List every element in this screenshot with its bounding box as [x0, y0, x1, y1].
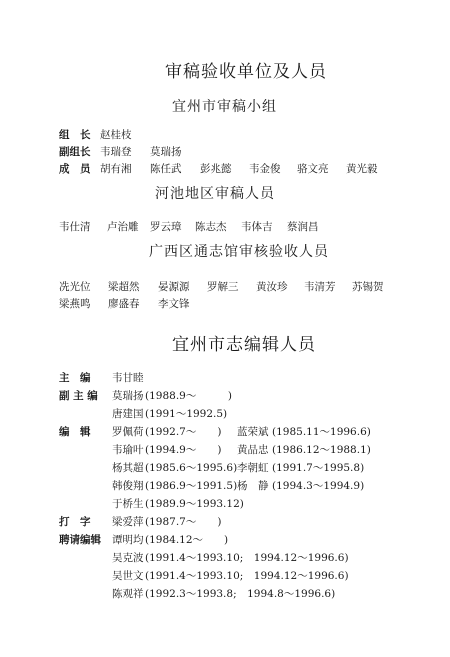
editor-period: (1989.9～1993.12) [145, 498, 244, 510]
editor-name: 杨其超 [112, 462, 144, 474]
hired-name: 陈观祥 [112, 588, 144, 600]
guangxi-member: 廖盛春 [108, 298, 140, 310]
deputy-name: 莫瑞扬 [112, 390, 144, 402]
section2-title: 宜州市志编辑人员 [172, 335, 316, 355]
guangxi-member: 梁超然 [108, 281, 140, 293]
hired-name: 吴克波 [112, 552, 144, 564]
hired-period: (1991.4～1993.10; 1994.12～1996.6) [145, 552, 349, 564]
guangxi-member: 梁燕鸣 [59, 298, 91, 310]
leader-label: 组 长 [59, 129, 91, 141]
member-name: 骆文亮 [297, 163, 329, 175]
typist-name: 梁爱萍 [112, 516, 144, 528]
hechi-member: 韦体吉 [241, 221, 273, 233]
guangxi-member: 李文锋 [158, 298, 190, 310]
guangxi-member: 晏源源 [158, 281, 190, 293]
editor-name: 杨 静 [237, 480, 269, 492]
editor-name: 韦瑜叶 [112, 444, 144, 456]
editor-period: (1991.7～1995.8) [272, 462, 365, 474]
vice-name: 韦瑞登 [100, 146, 132, 158]
hechi-heading: 河池地区审稿人员 [155, 186, 275, 202]
editor-name: 蓝荣斌 [237, 426, 269, 438]
member-name: 胡有湘 [100, 163, 132, 175]
hired-name: 吴世文 [112, 570, 144, 582]
deputy-name: 唐建国 [112, 408, 144, 420]
member-name: 韦金俊 [249, 163, 281, 175]
member-name: 彭兆懿 [200, 163, 232, 175]
hechi-member: 罗云璋 [150, 221, 182, 233]
editor-name: 李朝虹 [237, 462, 269, 474]
editor-period: (1992.7～ ) [145, 426, 222, 438]
hechi-member: 陈志杰 [195, 221, 227, 233]
typist-period: (1987.7～ ) [145, 516, 222, 528]
guangxi-member: 冼光位 [59, 281, 91, 293]
hired-period: (1992.3～1993.8; 1994.8～1996.6) [145, 588, 336, 600]
vice-name: 莫瑞扬 [150, 146, 182, 158]
guangxi-heading: 广西区通志馆审核验收人员 [149, 244, 329, 260]
hired-label: 聘请编辑 [59, 534, 101, 546]
hechi-member: 蔡润昌 [287, 221, 319, 233]
deputy-period: (1988.9～ ) [145, 390, 232, 402]
editor-name: 黄品忠 [237, 444, 269, 456]
guangxi-member: 黄汝珍 [256, 281, 288, 293]
chief-name: 韦甘睦 [112, 372, 144, 384]
editor-name: 罗佩荷 [112, 426, 144, 438]
editor-name: 韩俊翔 [112, 480, 144, 492]
hechi-member: 卢治雕 [107, 221, 139, 233]
leader-name: 赵桂枝 [100, 129, 132, 141]
editor-period: (1985.6～1995.6) [145, 462, 238, 474]
yizhou-heading: 宜州市审稿小组 [172, 99, 277, 115]
section1-title: 审稿验收单位及人员 [165, 62, 327, 82]
deputy-period: (1991～1992.5) [145, 408, 228, 420]
editor-name: 于桥生 [112, 498, 144, 510]
editor-period: (1985.11～1996.6) [272, 426, 371, 438]
editor-period: (1986.9～1991.5) [145, 480, 238, 492]
vice-label: 副组长 [59, 146, 91, 158]
editor-period: (1994.9～ ) [145, 444, 222, 456]
editors-label: 编 辑 [59, 426, 91, 438]
editor-period: (1994.3～1994.9) [272, 480, 365, 492]
hired-period: (1991.4～1993.10; 1994.12～1996.6) [145, 570, 349, 582]
typist-label: 打 字 [59, 516, 91, 528]
guangxi-member: 苏锡贺 [352, 281, 384, 293]
guangxi-member: 罗解三 [207, 281, 239, 293]
members-label: 成 员 [59, 163, 91, 175]
deputy-label: 副 主 编 [59, 390, 98, 402]
hired-name: 谭明均 [112, 534, 144, 546]
hired-period: (1984.12～ ) [145, 534, 229, 546]
guangxi-member: 韦清芳 [304, 281, 336, 293]
editor-period: (1986.12～1988.1) [272, 444, 371, 456]
hechi-member: 韦仕清 [59, 221, 91, 233]
member-name: 黄光毅 [346, 163, 378, 175]
chief-label: 主 编 [59, 372, 91, 384]
member-name: 陈任武 [150, 163, 182, 175]
